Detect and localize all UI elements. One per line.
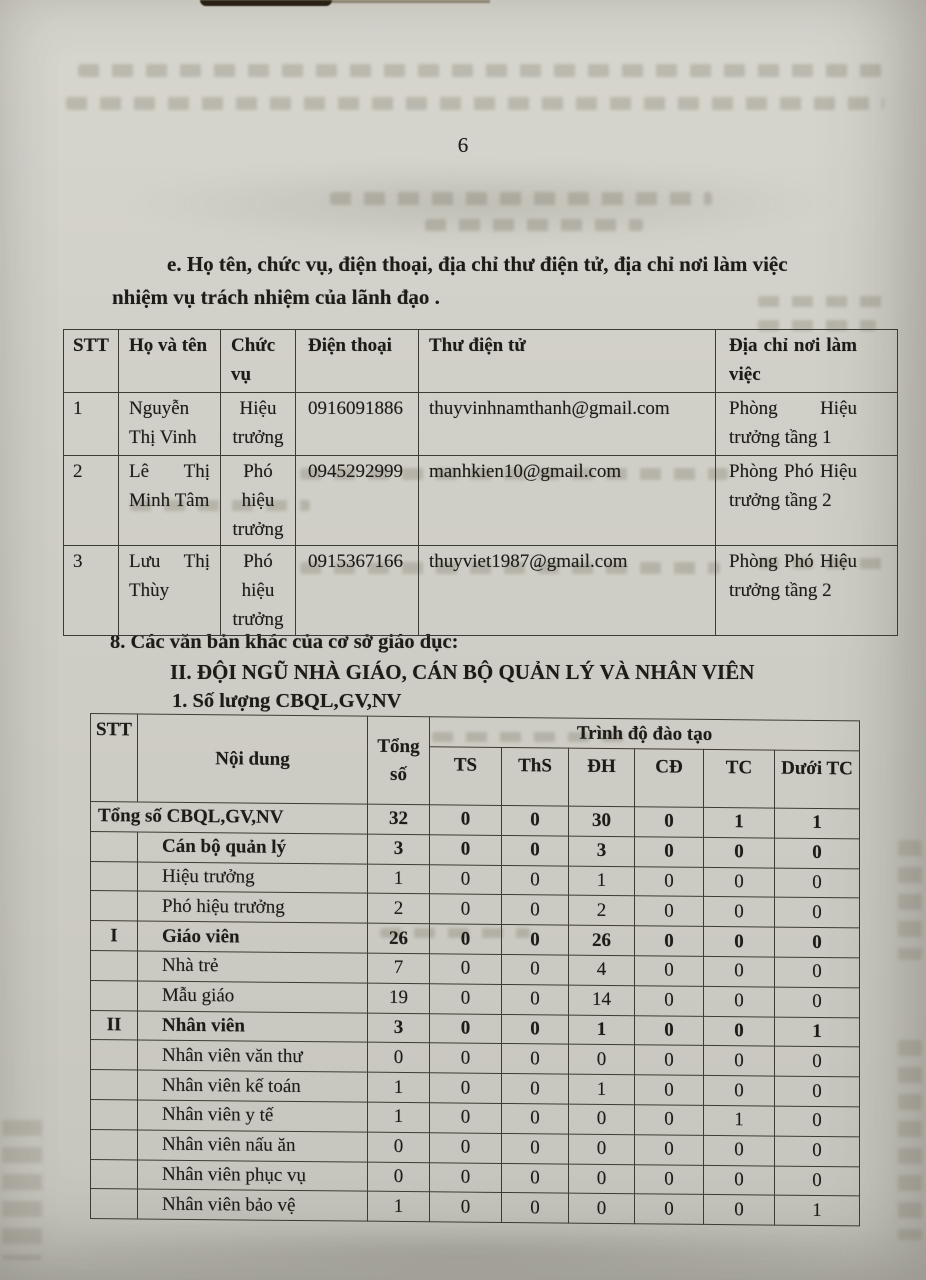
column-header-ths: ThS — [502, 747, 569, 806]
value-cell: 3 — [368, 834, 430, 864]
value-cell: 1 — [368, 1102, 430, 1132]
bleed-through-mark — [898, 1040, 922, 1240]
value-cell: 0 — [430, 1162, 502, 1192]
value-cell: 0 — [502, 1074, 569, 1104]
value-cell: 0 — [775, 987, 860, 1018]
value-cell: 0 — [430, 1073, 502, 1103]
row-stt-cell — [91, 1159, 138, 1189]
value-cell: 0 — [430, 954, 502, 984]
value-cell: 32 — [368, 804, 430, 834]
table-cell: thuyvinhnamthanh@gmail.com — [419, 393, 716, 456]
table-cell: Phó hiệu trưởng — [221, 546, 296, 636]
value-cell: 1 — [368, 864, 430, 894]
row-label-cell: Nhân viên văn thư — [138, 1040, 368, 1072]
bleed-through-mark — [330, 192, 712, 205]
table-cell: 2 — [64, 456, 119, 546]
row-stt-cell — [91, 1129, 138, 1159]
value-cell: 0 — [502, 895, 569, 925]
row-stt-cell — [91, 831, 138, 861]
value-cell: 0 — [502, 1044, 569, 1074]
row-stt-cell — [91, 980, 138, 1010]
value-cell: 0 — [635, 837, 704, 867]
column-header-noi-dung: Nội dung — [138, 714, 368, 804]
value-cell: 0 — [775, 1046, 860, 1077]
table-cell: 0916091886 — [296, 393, 419, 456]
table-row — [64, 546, 898, 636]
value-cell: 0 — [430, 1043, 502, 1073]
value-cell: 0 — [635, 1045, 704, 1075]
value-cell: 0 — [502, 805, 569, 835]
column-header-duoi-tc: Dưới TC — [775, 750, 860, 809]
value-cell: 0 — [502, 954, 569, 984]
scan-top-edge — [200, 0, 332, 6]
table-cell: 0945292999 — [296, 456, 419, 546]
table-cell: manhkien10@gmail.com — [419, 456, 716, 546]
value-cell: 0 — [635, 896, 704, 926]
value-cell: 2 — [368, 894, 430, 924]
value-cell: 0 — [635, 1134, 704, 1164]
value-cell: 0 — [635, 986, 704, 1016]
value-cell: 1 — [569, 1015, 635, 1045]
row-label-cell: Nhà trẻ — [138, 951, 368, 983]
table-cell: Hiệu trưởng — [221, 393, 296, 456]
table-cell: Phó hiệu trưởng — [221, 456, 296, 546]
table-cell: Phòng Phó Hiệu trưởng tầng 2 — [716, 456, 898, 546]
table-cell: Phòng Hiệu trưởng tầng 1 — [716, 393, 898, 456]
value-cell: 0 — [430, 894, 502, 924]
row-label-cell: Nhân viên bảo vệ — [138, 1189, 368, 1221]
table-row — [64, 456, 898, 546]
table-cell: Nguyễn Thị Vinh — [119, 393, 221, 456]
value-cell: 0 — [704, 897, 775, 927]
value-cell: 3 — [569, 836, 635, 866]
scan-top-edge-fade — [330, 0, 490, 3]
value-cell: 1 — [775, 1017, 860, 1048]
row-label-cell: Cán bộ quản lý — [138, 832, 368, 864]
value-cell: 0 — [704, 1076, 775, 1106]
bleed-through-mark — [78, 64, 884, 77]
column-header: Điện thoại — [296, 330, 419, 393]
value-cell: 0 — [430, 1192, 502, 1222]
column-header-ts: TS — [430, 747, 502, 806]
intro-paragraph — [112, 248, 869, 314]
value-cell: 0 — [430, 835, 502, 865]
column-header: Thư điện tử — [419, 330, 716, 393]
row-label-cell: Phó hiệu trưởng — [138, 891, 368, 923]
row-stt-cell — [91, 1040, 138, 1070]
value-cell: 0 — [775, 1106, 860, 1137]
row-stt-cell — [91, 1189, 138, 1219]
table-cell: Lưu Thị Thùy — [119, 546, 221, 636]
value-cell: 0 — [430, 924, 502, 954]
value-cell: 1 — [775, 1195, 860, 1226]
value-cell: 0 — [704, 867, 775, 897]
value-cell: 0 — [569, 1134, 635, 1164]
value-cell: 0 — [430, 1013, 502, 1043]
value-cell: 0 — [502, 865, 569, 895]
value-cell: 0 — [430, 1133, 502, 1163]
value-cell: 0 — [704, 1135, 775, 1165]
row-label-cell: Tổng số CBQL,GV,NV — [91, 802, 368, 834]
value-cell: 0 — [502, 1193, 569, 1223]
column-header: STT — [64, 330, 119, 393]
contacts-table — [63, 329, 898, 636]
bleed-through-mark — [66, 97, 884, 110]
value-cell: 0 — [775, 1076, 860, 1107]
row-label-cell: Giáo viên — [138, 921, 368, 953]
column-header-cd: CĐ — [635, 749, 704, 808]
value-cell: 0 — [569, 1044, 635, 1074]
value-cell: 0 — [635, 1194, 704, 1224]
contacts-table-head-row — [64, 330, 898, 393]
table-cell: 0915367166 — [296, 546, 419, 636]
row-stt-cell — [91, 1070, 138, 1100]
column-header-dh: ĐH — [569, 748, 635, 807]
value-cell: 1 — [775, 808, 860, 839]
intro-line-2: nhiệm vụ trách nhiệm của lãnh đạo . — [112, 285, 440, 309]
value-cell: 0 — [502, 835, 569, 865]
column-header-tc: TC — [704, 749, 775, 808]
value-cell: 0 — [569, 1193, 635, 1223]
value-cell: 1 — [368, 1072, 430, 1102]
value-cell: 0 — [635, 1105, 704, 1135]
row-label-cell: Mẫu giáo — [138, 981, 368, 1013]
value-cell: 0 — [704, 927, 775, 957]
table-cell: 3 — [64, 546, 119, 636]
row-label-cell: Nhân viên y tế — [138, 1100, 368, 1132]
value-cell: 0 — [775, 897, 860, 928]
value-cell: 19 — [368, 983, 430, 1013]
value-cell: 1 — [569, 1074, 635, 1104]
value-cell: 0 — [775, 1166, 860, 1197]
row-stt-cell — [91, 1099, 138, 1129]
value-cell: 0 — [430, 984, 502, 1014]
row-stt-cell: II — [91, 1010, 138, 1040]
row-stt-cell — [91, 950, 138, 980]
row-stt-cell: I — [91, 921, 138, 951]
value-cell: 14 — [569, 985, 635, 1015]
value-cell: 2 — [569, 895, 635, 925]
row-label-cell: Nhân viên nấu ăn — [138, 1130, 368, 1162]
table-cell: thuyviet1987@gmail.com — [419, 546, 716, 636]
value-cell: 0 — [775, 838, 860, 869]
bleed-through-mark — [898, 840, 922, 960]
value-cell: 0 — [569, 1164, 635, 1194]
column-header: Địa chỉ nơi làm việc — [716, 330, 898, 393]
column-header: Chức vụ — [221, 330, 296, 393]
value-cell: 0 — [368, 1162, 430, 1192]
column-header: Họ và tên — [119, 330, 221, 393]
staff-table-body — [91, 802, 860, 1227]
column-header-trinh-do-dao-tao: Trình độ đào tạo — [430, 717, 860, 751]
table-row — [64, 393, 898, 456]
value-cell: 0 — [704, 1016, 775, 1046]
intro-line-1: e. Họ tên, chức vụ, điện thoại, địa chỉ thư điện tử, địa chỉ nơi làm việc — [167, 252, 788, 276]
bleed-through-mark — [2, 1120, 42, 1260]
bleed-through-mark — [425, 219, 643, 231]
value-cell: 0 — [502, 1014, 569, 1044]
value-cell: 1 — [704, 807, 775, 837]
value-cell: 0 — [368, 1132, 430, 1162]
table-cell: 1 — [64, 393, 119, 456]
value-cell: 0 — [704, 1046, 775, 1076]
value-cell: 0 — [635, 926, 704, 956]
section-II-heading: II. ĐỘI NGŨ NHÀ GIÁO, CÁN BỘ QUẢN LÝ VÀ NHÂN VIÊN — [170, 660, 755, 684]
value-cell: 3 — [368, 1013, 430, 1043]
value-cell: 0 — [502, 925, 569, 955]
value-cell: 0 — [569, 1104, 635, 1134]
row-label-cell: Nhân viên phục vụ — [138, 1160, 368, 1192]
value-cell: 0 — [635, 1015, 704, 1045]
value-cell: 1 — [569, 866, 635, 896]
value-cell: 1 — [704, 1105, 775, 1135]
row-stt-cell — [91, 861, 138, 891]
value-cell: 0 — [502, 1163, 569, 1193]
value-cell: 0 — [635, 956, 704, 986]
value-cell: 0 — [704, 986, 775, 1016]
value-cell: 30 — [569, 806, 635, 836]
value-cell: 0 — [502, 1133, 569, 1163]
value-cell: 26 — [569, 925, 635, 955]
value-cell: 1 — [368, 1192, 430, 1222]
value-cell: 0 — [704, 1195, 775, 1225]
value-cell: 0 — [704, 956, 775, 986]
value-cell: 0 — [775, 868, 860, 899]
page-number: 6 — [457, 133, 469, 157]
value-cell: 0 — [430, 1103, 502, 1133]
table-cell: Lê Thị Minh Tâm — [119, 456, 221, 546]
value-cell: 0 — [502, 1103, 569, 1133]
contacts-table-body — [64, 393, 898, 636]
value-cell: 0 — [635, 1164, 704, 1194]
section-1-heading: 1. Số lượng CBQL,GV,NV — [172, 690, 402, 712]
paper-shade — [60, 1225, 866, 1280]
value-cell: 0 — [635, 807, 704, 837]
value-cell: 0 — [775, 1136, 860, 1167]
row-label-cell: Nhân viên kế toán — [138, 1070, 368, 1102]
value-cell: 0 — [430, 805, 502, 835]
table-row — [91, 1189, 860, 1226]
table-cell: Phòng Phó Hiệu trưởng tầng 2 — [716, 546, 898, 636]
value-cell: 0 — [704, 837, 775, 867]
row-label-cell: Nhân viên — [138, 1011, 368, 1043]
value-cell: 0 — [704, 1165, 775, 1195]
column-header-tong-so: Tổng số — [368, 716, 430, 805]
section-8-heading: 8. Các văn bản khác của cơ sở giáo dục: — [110, 631, 459, 653]
value-cell: 0 — [502, 984, 569, 1014]
value-cell: 4 — [569, 955, 635, 985]
row-label-cell: Hiệu trưởng — [138, 862, 368, 894]
row-stt-cell — [91, 891, 138, 921]
value-cell: 0 — [635, 866, 704, 896]
staff-table — [90, 713, 860, 1227]
value-cell: 0 — [775, 927, 860, 958]
value-cell: 26 — [368, 923, 430, 953]
value-cell: 0 — [775, 957, 860, 988]
value-cell: 0 — [368, 1043, 430, 1073]
value-cell: 0 — [430, 864, 502, 894]
column-header-stt: STT — [91, 714, 138, 802]
value-cell: 7 — [368, 953, 430, 983]
staff-table-head-row-1 — [91, 714, 860, 751]
value-cell: 0 — [635, 1075, 704, 1105]
